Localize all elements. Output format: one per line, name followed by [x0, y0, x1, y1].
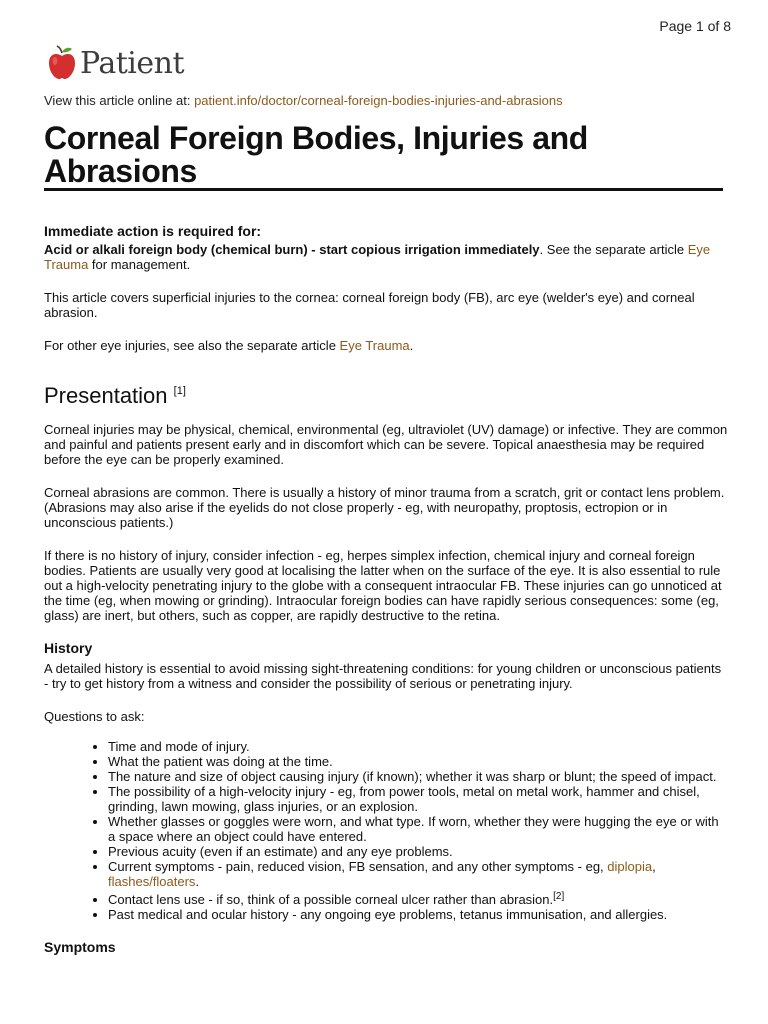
symptoms-heading: Symptoms [44, 939, 116, 955]
history-heading: History [44, 640, 93, 656]
questions-list [44, 739, 729, 922]
immediate-action-bold: Acid or alkali foreign body (chemical burn) - start copious irrigation immediately [44, 242, 540, 257]
online-prefix: View this article online at: [44, 93, 195, 108]
eye-trauma-link[interactable]: Eye Trauma [44, 242, 711, 272]
diplopia-link[interactable]: diplopia [607, 859, 653, 874]
patient-logo[interactable] [44, 44, 184, 82]
questions-label: Questions to ask: [44, 709, 145, 724]
history-paragraph: A detailed history is essential to avoid missing sight-threatening conditions: for young children or unconscious patients - try to get history from a witness and consider the possibility of serious or penetrating injury. [44, 661, 722, 691]
list-item: • The possibility of a high-velocity injury - eg, from power tools, metal on metal work, hammer and chisel, grinding, lawn mowing, glass injuries, or an explosion. [108, 784, 729, 814]
presentation-ref[interactable]: [1] [173, 385, 186, 397]
brand-name: Patient [80, 45, 185, 81]
presentation-heading: Presentation [1] [44, 383, 186, 408]
flashes-floaters-link[interactable]: flashes/floaters [108, 874, 196, 889]
online-link-line [44, 93, 563, 108]
list-item: • Time and mode of injury. [108, 739, 729, 754]
immediate-action-heading: Immediate action is required for: [44, 223, 262, 239]
list-item: • Contact lens use - if so, think of a possible corneal ulcer rather than abrasion.[2] [108, 889, 729, 907]
article-url-link[interactable]: patient.info/doctor/corneal-foreign-bodies-injuries-and-abrasions [194, 93, 563, 108]
list-item: • What the patient was doing at the time. [108, 754, 729, 769]
contact-lens-ref[interactable]: [2] [553, 891, 565, 902]
eye-trauma-link-2[interactable]: Eye Trauma [339, 338, 410, 353]
page-number: Page 1 of 8 [659, 18, 731, 34]
presentation-paragraph-3: If there is no history of injury, consider infection - eg, herpes simplex infection, chemical injury and corneal foreign bodies. Patients are usually very good at localising the latter when on the surface of the eye. It is also essential to rule out a high-velocity penetrating injury to the globe with a consequent intraocular FB. These injuries can go unnoticed at the time (eg, when mowing or grinding). Intraocular foreign bodies can have rapidly serious consequences: some (eg, glass) are inert, but others, such as copper, are rapidly destructive to the retina. [44, 548, 722, 623]
intro-paragraph: This article covers superficial injuries to the cornea: corneal foreign body (FB), arc eye (welder's eye) and corneal abrasion. [44, 290, 695, 320]
list-item: • Past medical and ocular history - any ongoing eye problems, tetanus immunisation, and allergies. [108, 907, 729, 922]
list-item: • Whether glasses or goggles were worn, and what type. If worn, whether they were hugging the eye or with a space where an object could have entered. [108, 814, 729, 844]
presentation-paragraph-1: Corneal injuries may be physical, chemical, environmental (eg, ultraviolet (UV) damage) or infective. They are common and painful and patients present early and in discomfort which can be severe. Topical anaesthesia may be required before the eye can be properly examined. [44, 422, 728, 467]
immediate-action-paragraph: Acid or alkali foreign body (chemical burn) - start copious irrigation immediately. See the separate article Eye Trauma for management. [44, 242, 711, 272]
list-item: • Previous acuity (even if an estimate) and any eye problems. [108, 844, 729, 859]
other-injuries-paragraph: For other eye injuries, see also the separate article Eye Trauma. [44, 338, 414, 353]
list-item: • The nature and size of object causing injury (if known); whether it was sharp or blunt; the speed of impact. [108, 769, 729, 784]
apple-icon [44, 44, 80, 82]
presentation-paragraph-2: Corneal abrasions are common. There is usually a history of minor trauma from a scratch, grit or contact lens problem. (Abrasions may also arise if the eyelids do not close properly - eg, with neuropathy, proptosis, ectropion or in unconscious patients.) [44, 485, 725, 530]
list-item: • Current symptoms - pain, reduced vision, FB sensation, and any other symptoms - eg, diplopia, flashes/floaters. [108, 859, 729, 889]
article-content [44, 224, 729, 960]
page-title: Corneal Foreign Bodies, Injuries and Abrasions [44, 122, 723, 191]
